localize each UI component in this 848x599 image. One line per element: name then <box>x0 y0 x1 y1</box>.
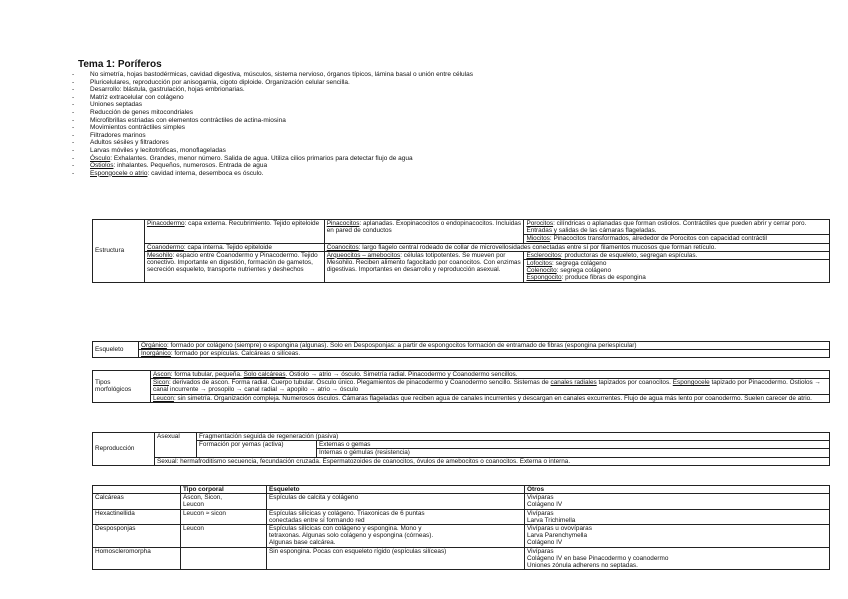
mesohilo-cell: Mesohilo: espacio entre Coanodermo y Pinacodermo. Tejido conectivo. Importante en digestión, formación de gametos, secreción esqueleto, transporte nutrientes y deshechos <box>144 251 324 282</box>
table-row <box>93 525 830 548</box>
esqueleto-cell: Espículas silícicas con colágeno y espongina. Mono y tetraxonas. Algunas solo colágeno y espongina (córneas). Algunas base calcárea. <box>267 525 525 548</box>
table-row <box>93 509 830 524</box>
estructura-table <box>92 219 830 283</box>
otros-cell: Vivíparas u ovovíparas Larva Parenchymella Colágeno IV <box>525 525 830 548</box>
characteristics-list <box>72 71 772 177</box>
porocitos-cell: Porocitos: cilíndricas o aplanadas que forman ostiolos. Contráctiles que pueden abrir y cerrar poro. Entradas y salidas de las cámaras flageladas. <box>524 220 830 235</box>
otros-cell: Vivíparas Colágeno IV <box>525 494 830 509</box>
esqueleto-cell: Espículas silícicas y colágeno. Triaxonicas de 6 puntas conectadas entre sí formando red <box>267 509 525 524</box>
class-name: Homoscleromorpha <box>93 547 181 570</box>
tipo-cell: Ascon, Sicon, Leucon <box>181 494 267 509</box>
secretory-cells: Lofocitos: segrega colágeno Colenocito: segrega colágeno Espongocito: produce fibras de espongina <box>524 260 830 283</box>
list-item: - Microfibrillas estriadas con elementos contráctiles de actina-miosina <box>72 117 772 125</box>
reproduccion-table <box>92 432 830 466</box>
list-item: - Pluricelulares, reproducción por anisogamia, cigoto diploide. Organización celular sencilla. <box>72 79 772 87</box>
miocitos-cell: Miocitos: Pinacocitos transformados, alrededor de Porocitos con capacidad contráctil <box>524 235 830 243</box>
list-item: - Ostiolos: inhalantes. Pequeños, numerosos. Entrada de agua <box>72 162 772 170</box>
pinacocitos-cell: Pinacocitos: aplanadas. Exopinacocitos o endopinacocitos. Incluidas en pared de conductos <box>324 220 524 244</box>
list-item: - Uniones septadas <box>72 101 772 109</box>
externas-cell: Externas o gemas <box>317 441 830 449</box>
list-item: - Reducción de genes mitocondriales <box>72 109 772 117</box>
class-name: Calcáreas <box>93 494 181 509</box>
list-item: - Ósculo: Exhalantes. Grandes, menor número. Salida de agua. Utiliza cilios primarios para detectar flujo de agua <box>72 155 772 163</box>
class-name: Desposponjas <box>93 525 181 548</box>
esqueleto-cell: Espículas de calcita y colágeno <box>267 494 525 509</box>
tipo-cell: Leucon <box>181 525 267 548</box>
tipos-table <box>92 370 830 403</box>
ascon-cell: Ascon: forma tubular, pequeña. Solo calcáreas. Ostiolo → atrio → ósculo. Simetría radial. Pinacodermo y Coanodermo sencillos. <box>151 371 830 379</box>
column-header: Otros <box>525 486 830 494</box>
list-item: - Desarrollo: blástula, gastrulación, hojas embrionarias. <box>72 86 772 94</box>
table-row <box>93 494 830 509</box>
column-header <box>93 486 181 494</box>
otros-cell: Vivíparas Colágeno IV en base Pinacodermo y coanodermo Uniones zónula adherens no septadas. <box>525 547 830 570</box>
column-header: Tipo corporal <box>181 486 267 494</box>
list-item: - Adultos sésiles y filtradores <box>72 139 772 147</box>
column-header: Esqueleto <box>267 486 525 494</box>
arqueocitos-cell: Arqueocitos – amebocitos: células totipotentes. Se mueven por Mesohilo. Reciben alimento fagocitado por coanocitos. Con enzimas digestivas. Importantes en desarrollo y reproducción asexual. <box>324 251 524 282</box>
coanodermo-cell: Coanodermo: capa interna. Tejido epiteloide <box>144 243 324 251</box>
clases-table <box>92 485 830 570</box>
coanocitos-cell: Coanocitos: largo flagelo central rodeado de collar de microvellosidades conectadas entre sí por filamentos mucosos que forman retículo. <box>324 243 829 251</box>
list-item: - Larvas móviles y lecitotróficas, monoflageladas <box>72 147 772 155</box>
internas-cell: Internas o gémulas (resistencia) <box>317 449 830 457</box>
esqueleto-label: Esqueleto <box>93 342 139 358</box>
otros-cell: Vivíparas Larva Trichimella <box>525 509 830 524</box>
list-item: - Espongocele o atrio: cavidad interna, desemboca es ósculo. <box>72 170 772 178</box>
list-item: - Movimientos contráctiles simples <box>72 124 772 132</box>
pinacodermo-cell: Pinacodermo: capa externa. Recubrimiento. Tejido epiteloide <box>144 220 324 244</box>
tipo-cell: Leucon ≈ sicon <box>181 509 267 524</box>
esqueleto-table <box>92 341 830 358</box>
inorganico-cell: Inorgánico: formado por espículas. Calcáreas o silíceas. <box>139 350 830 358</box>
reproduccion-label: Reproducción <box>93 433 155 466</box>
formacion-cell: Formación por yemas (activa) <box>197 441 317 457</box>
esclerocitos-cell: Esclerocitos: productoras de esqueleto, segregan espículas. <box>524 251 830 259</box>
asexual-label: Asexual <box>155 433 197 458</box>
tipos-label: Tipos morfológicos <box>93 371 151 403</box>
sexual-cell: Sexual: hermafroditismo secuencia, fecundación cruzada. Espermatozoides de coanocitos, óvulos de amebocitos o coanocitos. Externa o interna. <box>155 457 830 465</box>
page-title: Tema 1: Poríferos <box>78 59 162 70</box>
sicon-cell: Sicon: derivados de ascon. Forma radial. Cuerpo tubular. Ósculo único. Plegamientos de pinacodermo y Coanodermo sencillo. Sistemas de canales radiales tapizados por coanocitos. Espongocele tapizado por Pinacodermo. Ostiolos → canal incurrente → prosopilo → canal radial → apopilo → atrio → ósculo <box>151 379 830 394</box>
estructura-label: Estructura <box>93 220 145 283</box>
esqueleto-cell: Sin espongina. Pocas con esqueleto rígido (espículas silíceas) <box>267 547 525 570</box>
table-header-row <box>93 486 830 494</box>
tipo-cell <box>181 547 267 570</box>
table-row <box>93 547 830 570</box>
fragmentacion-cell: Fragmentación seguida de regeneración (pasiva) <box>197 433 830 441</box>
list-item: - Filtradores marinos <box>72 132 772 140</box>
list-item: - No simetría, hojas bastodérmicas, cavidad digestiva, músculos, sistema nervioso, órganos típicos, lámina basal o unión entre células <box>72 71 772 79</box>
leucon-cell: Leucon: sin simetría. Organización compleja. Numerosos ósculos. Cámaras flageladas que reciben agua de canales incurrentes y descargan en canales excurrentes. Flujo de agua más lento por coanodermo. Suelen carecer de atrio. <box>151 394 830 402</box>
organico-cell: Orgánico: formado por colágeno (siempre) o espongina (algunas). Solo en Desposponjas: a partir de espongocitos formación de entramado de fibras (espongina periespicular) <box>139 342 830 350</box>
list-item: - Matriz extracelular con colágeno <box>72 94 772 102</box>
class-name: Hexactinellida <box>93 509 181 524</box>
